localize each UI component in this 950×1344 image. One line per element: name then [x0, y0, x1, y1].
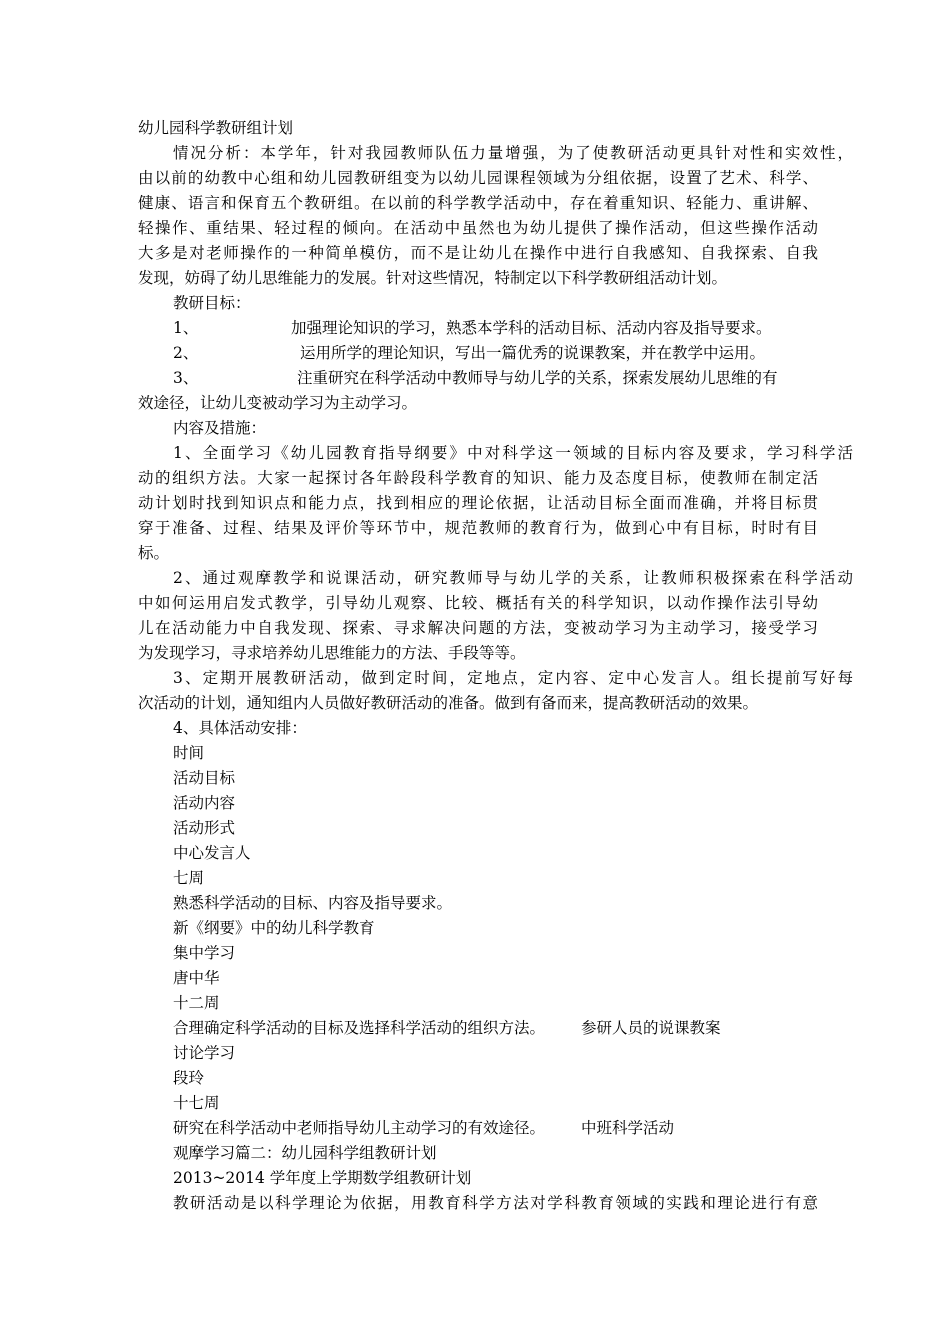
- measure-1-line-4: 穿于准备、过程、结果及评价等环节中，规范教师的教育行为，做到心中有目标，时时有目: [138, 519, 818, 537]
- measure-2-line-4: 为发现学习，寻求培养幼儿思维能力的方法、手段等等。: [138, 644, 526, 662]
- schedule-row-1-form: 集中学习: [173, 944, 236, 962]
- schedule-row-2-form: 讨论学习: [173, 1044, 236, 1062]
- goal-item-3: [173, 366, 853, 391]
- measure-1-line-1: 1、全面学习《幼儿园教育指导纲要》中对科学这一领域的目标内容及要求，学习科学活: [173, 444, 853, 462]
- schedule-row-3-time: 十七周: [173, 1094, 220, 1112]
- measure-2-line-3: 儿在活动能力中自我发现、探索、寻求解决问题的方法，变被动学习为主动学习，接受学习: [138, 619, 818, 637]
- plan-2-title: 2013~2014 学年度上学期数学组教研计划: [173, 1169, 472, 1187]
- situation-line-6: 发现，妨碍了幼儿思维能力的发展。针对这些情况，特制定以下科学教研组活动计划。: [138, 269, 728, 287]
- goal-3-continued: 效途径，让幼儿变被动学习为主动学习。: [138, 394, 418, 412]
- goal-text: 运用所学的理论知识，写出一篇优秀的说课教案，并在教学中运用。: [300, 344, 766, 362]
- schedule-row-2-speaker: 段玲: [173, 1069, 205, 1087]
- schedule-row-3-goal-content: [173, 1116, 853, 1141]
- schedule-row-1-time: 七周: [173, 869, 205, 887]
- measure-4-heading: 4、具体活动安排：: [173, 719, 307, 737]
- goal-text: 注重研究在科学活动中教师导与幼儿学的关系，探索发展幼儿思维的有: [297, 369, 778, 387]
- schedule-row-3-goal: 研究在科学活动中老师指导幼儿主动学习的有效途径。: [173, 1119, 546, 1137]
- situation-line-1: 情况分析：本学年，针对我园教师队伍力量增强，为了使教研活动更具针对性和实效性，: [173, 144, 853, 162]
- schedule-row-2-content: 参研人员的说课教案: [581, 1019, 721, 1037]
- document-title: 幼儿园科学教研组计划: [138, 119, 294, 137]
- measure-2-line-1: 2、通过观摩教学和说课活动，研究教师导与幼儿学的关系，让教师积极探索在科学活动: [173, 569, 853, 587]
- measure-3-line-2: 次活动的计划，通知组内人员做好教研活动的准备。做到有备而来，提高教研活动的效果。: [138, 694, 759, 712]
- goals-heading: 教研目标：: [173, 294, 251, 312]
- schedule-header-form: 活动形式: [173, 819, 236, 837]
- situation-line-5: 大多是对老师操作的一种简单模仿，而不是让幼儿在操作中进行自我感知、自我探索、自我: [138, 244, 818, 262]
- measure-1-line-5: 标。: [138, 544, 170, 562]
- situation-line-4: 轻操作、重结果、轻过程的倾向。在活动中虽然也为幼儿提供了操作活动，但这些操作活动: [138, 219, 818, 237]
- schedule-row-3-form: 观摩学习篇二：幼儿园科学组教研计划: [173, 1144, 437, 1162]
- schedule-row-2-time: 十二周: [173, 994, 220, 1012]
- goal-item-1: [173, 316, 853, 341]
- measures-heading: 内容及措施：: [173, 419, 267, 437]
- schedule-row-2-goal-content: [173, 1016, 853, 1041]
- goal-item-2: [173, 341, 853, 366]
- plan-2-intro: 教研活动是以科学理论为依据，用教育科学方法对学科教育领域的实践和理论进行有意: [173, 1194, 818, 1212]
- measure-1-line-2: 动的组织方法。大家一起探讨各年龄段科学教育的知识、能力及态度目标，使教师在制定活: [138, 469, 818, 487]
- schedule-row-1-goal: 熟悉科学活动的目标、内容及指导要求。: [173, 894, 453, 912]
- schedule-header-goal: 活动目标: [173, 769, 236, 787]
- situation-line-2: 由以前的幼教中心组和幼儿园教研组变为以幼儿园课程领域为分组依据，设置了艺术、科学、: [138, 169, 818, 187]
- goal-number: 1、: [173, 319, 199, 337]
- measure-1-line-3: 动计划时找到知识点和能力点，找到相应的理论依据，让活动目标全面而准确，并将目标贯: [138, 494, 818, 512]
- goal-number: 2、: [173, 344, 199, 362]
- schedule-row-1-content: 新《纲要》中的幼儿科学教育: [173, 919, 375, 937]
- goal-text: 加强理论知识的学习，熟悉本学科的活动目标、活动内容及指导要求。: [291, 319, 772, 337]
- schedule-header-time: 时间: [173, 744, 205, 762]
- measure-3-line-1: 3、定期开展教研活动，做到定时间，定地点，定内容、定中心发言人。组长提前写好每: [173, 669, 853, 687]
- schedule-row-1-speaker: 唐中华: [173, 969, 220, 987]
- schedule-row-3-content: 中班科学活动: [581, 1119, 675, 1137]
- schedule-header-content: 活动内容: [173, 794, 236, 812]
- situation-line-3: 健康、语言和保育五个教研组。在以前的科学教学活动中，存在着重知识、轻能力、重讲解、: [138, 194, 818, 212]
- schedule-header-speaker: 中心发言人: [173, 844, 251, 862]
- schedule-row-2-goal: 合理确定科学活动的目标及选择科学活动的组织方法。: [173, 1019, 546, 1037]
- measure-2-line-2: 中如何运用启发式教学，引导幼儿观察、比较、概括有关的科学知识，以动作操作法引导幼: [138, 594, 818, 612]
- goal-number: 3、: [173, 369, 199, 387]
